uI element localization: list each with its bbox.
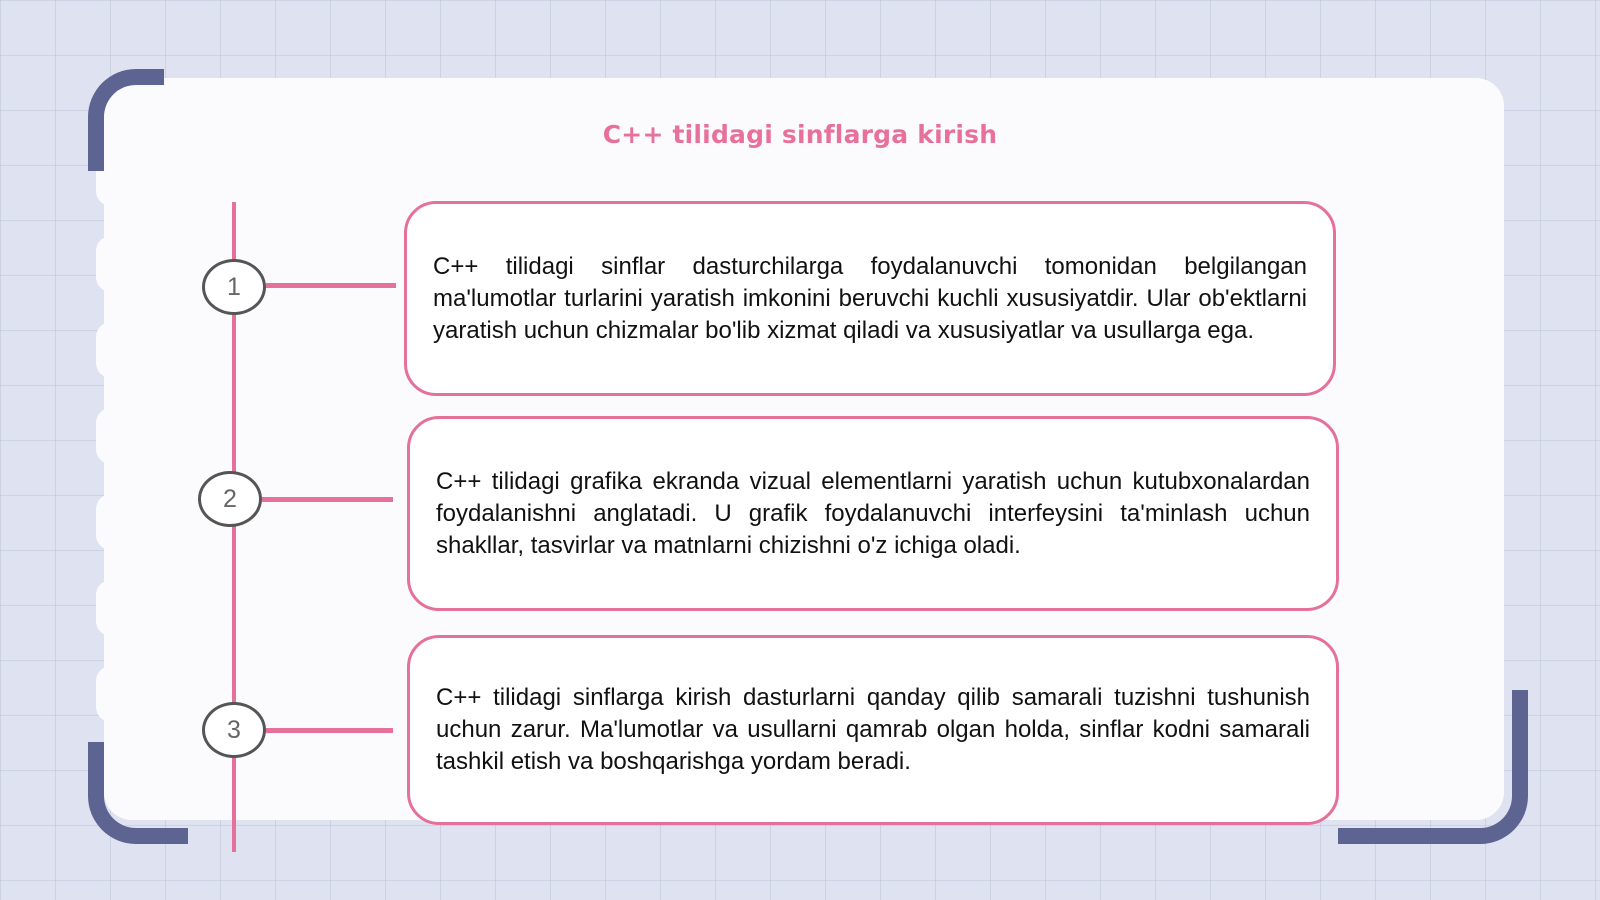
card-text: C++ tilidagi grafika ekranda vizual elementlarni yaratish uchun kutubxonalardan foydalanishni anglatadi. U grafik foydalanuvchi interfeysini ta'minlash uchun shakllar, tasvirlar va matnlarni chizishni o'z ichiga oladi. (436, 467, 1310, 559)
sheet-scallop (96, 666, 126, 722)
timeline-card-2 (407, 416, 1339, 611)
timeline-connector (262, 497, 393, 502)
step-number-badge: 2 (198, 471, 262, 527)
step-number-badge: 1 (202, 259, 266, 315)
corner-bracket-bottom-left (88, 742, 188, 844)
corner-bracket-top-left (88, 69, 164, 171)
sheet-scallop (96, 580, 126, 636)
sheet-scallop (96, 236, 126, 292)
sheet-scallop (96, 322, 126, 378)
sheet-scallop (96, 408, 126, 464)
card-text: C++ tilidagi sinflarga kirish dasturlarni qanday qilib samarali tuzishni tushunish uchun zarur. Ma'lumotlar va usullarni qamrab olgan holda, sinflar kodni samarali tashkil etish va boshqarishga yordam beradi. (436, 684, 1310, 775)
step-number-badge: 3 (202, 702, 266, 758)
timeline-connector (266, 283, 396, 288)
timeline-card-3 (407, 635, 1339, 825)
timeline-card-1 (404, 201, 1336, 396)
corner-bracket-bottom-right (1338, 690, 1528, 844)
card-text: C++ tilidagi sinflar dasturchilarga foydalanuvchi tomonidan belgilangan ma'lumotlar turlarini yaratish imkonini beruvchi kuchli xususiyatdir. Ular ob'ektlarni yaratish uchun chizmalar bo'lib xizmat qiladi va xususiyatlar va usullarga ega. (433, 252, 1307, 344)
timeline-connector (266, 728, 393, 733)
sheet-scallop (96, 494, 126, 550)
page-title: C++ tilidagi sinflarga kirish (602, 120, 998, 149)
